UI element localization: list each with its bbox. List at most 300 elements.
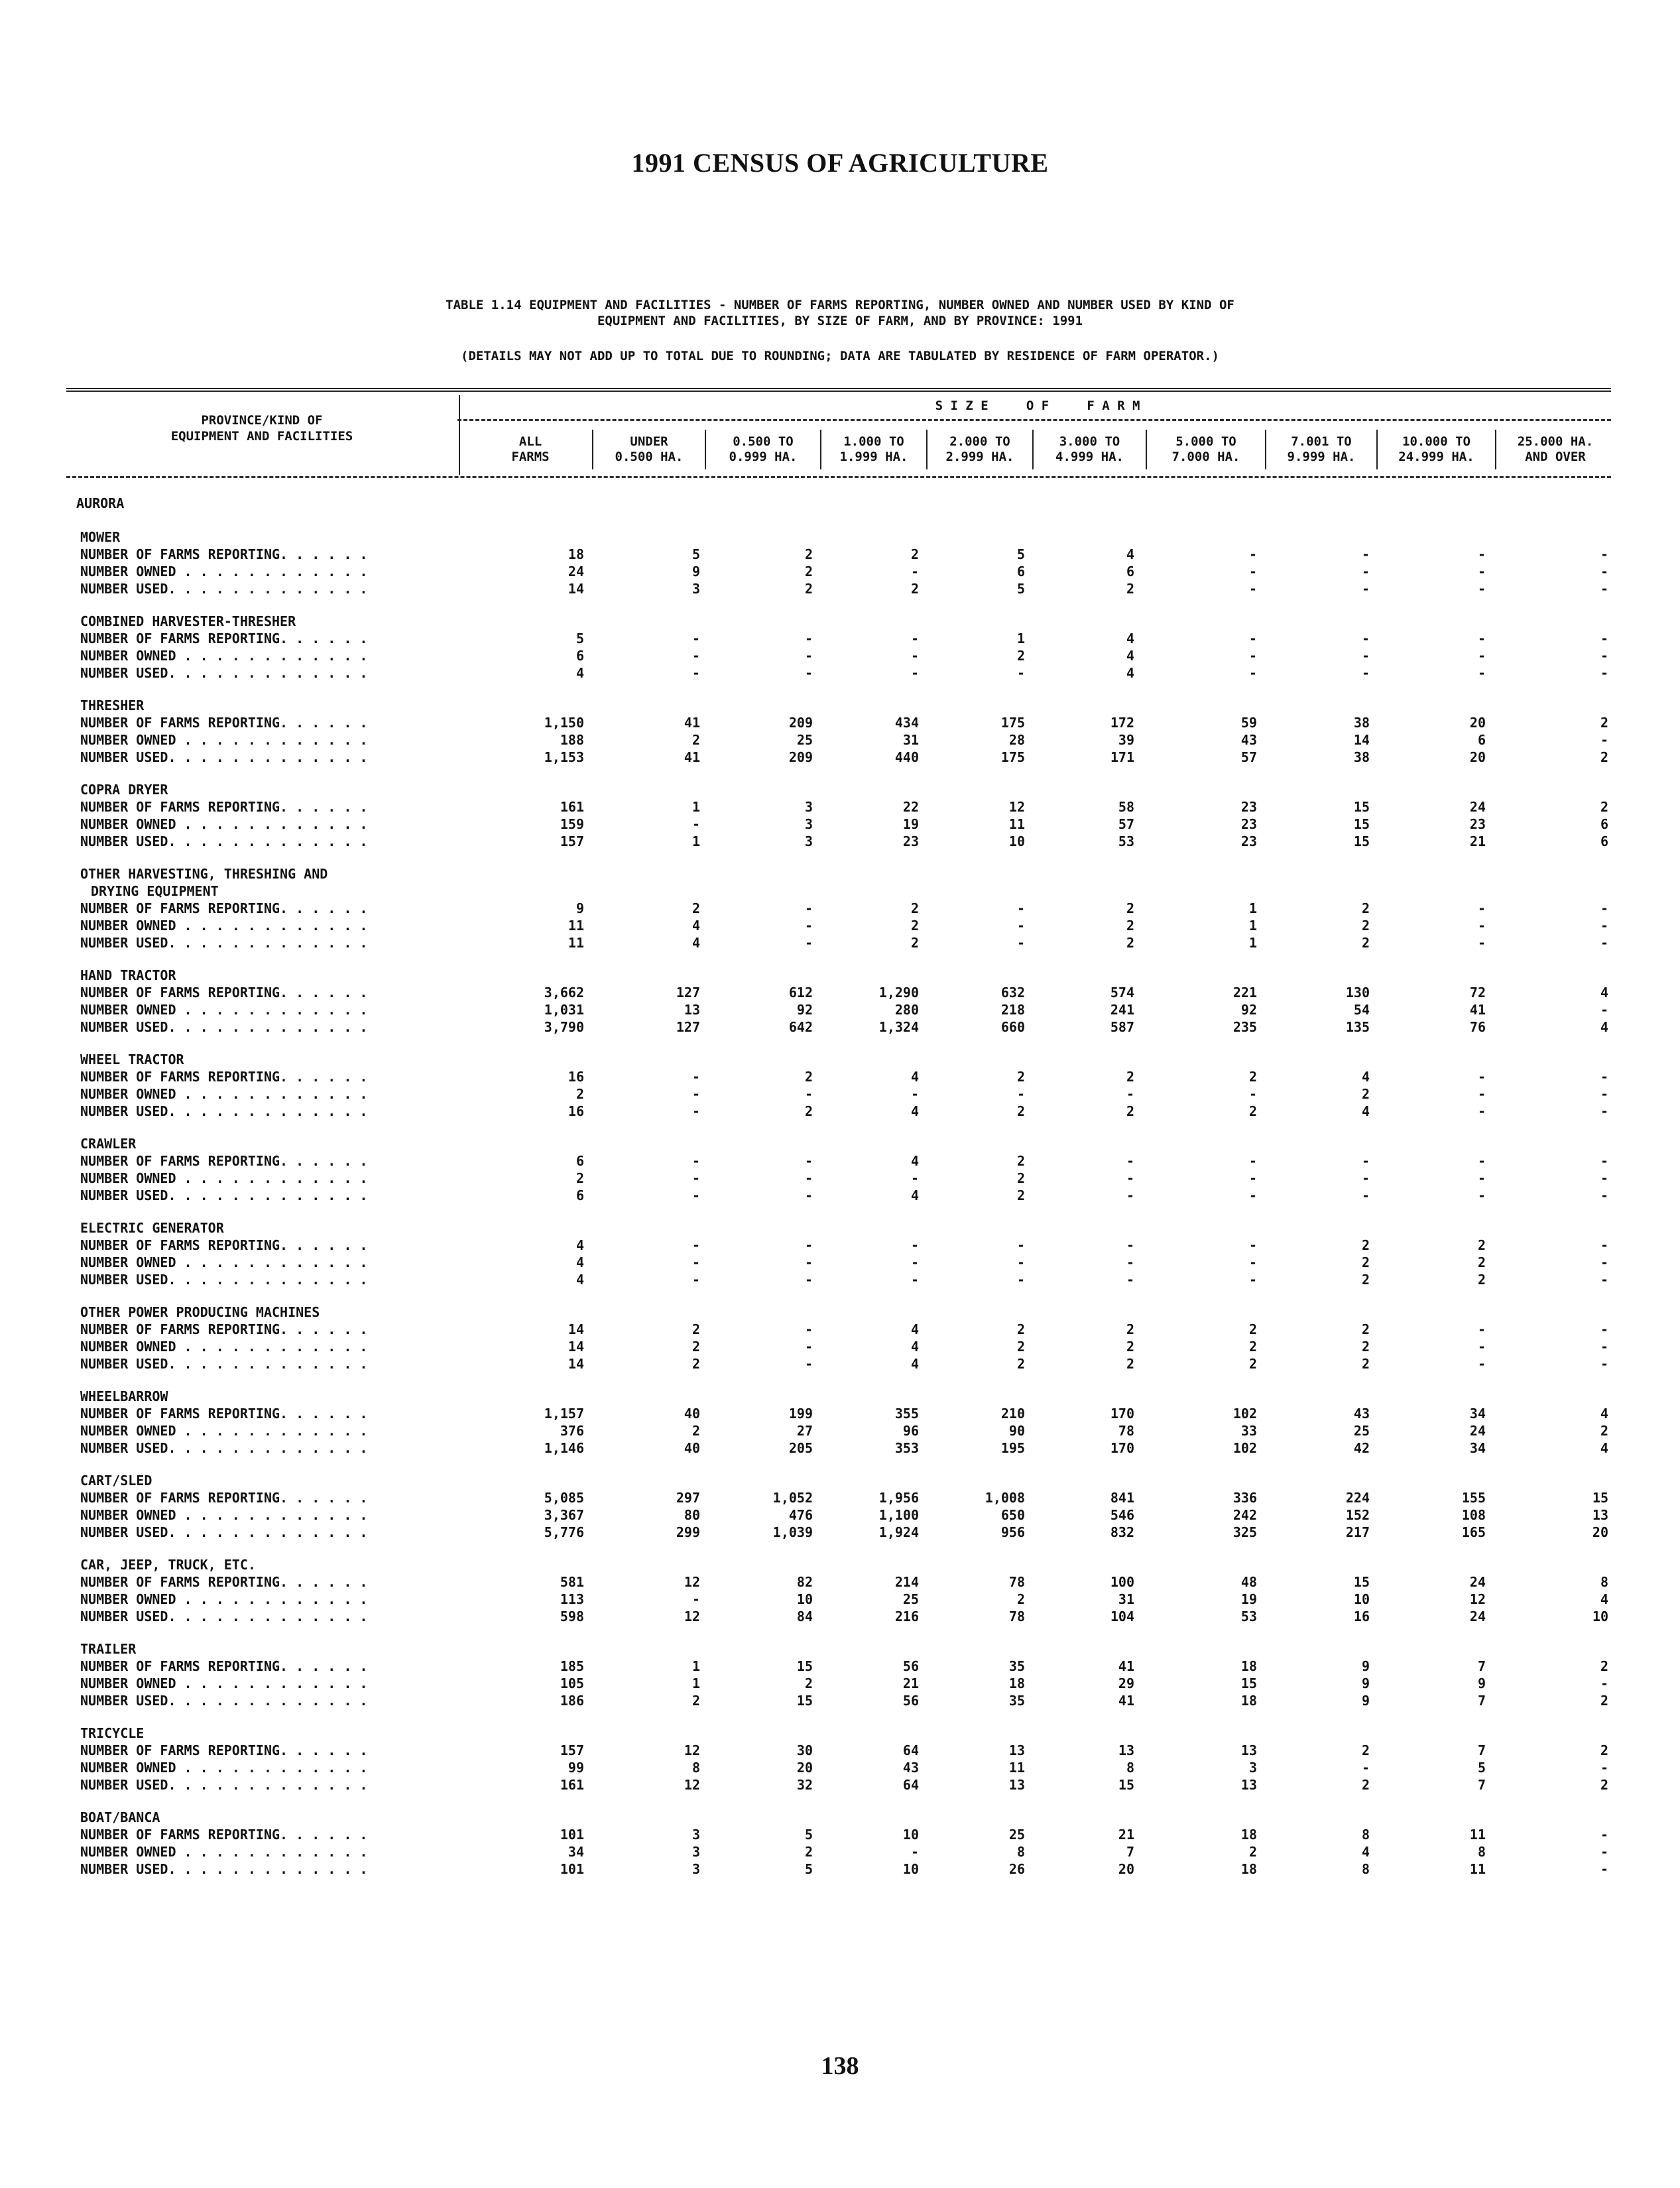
value-cell: 30 bbox=[796, 1742, 813, 1758]
value-cell: - bbox=[804, 1254, 813, 1270]
equipment-heading-row bbox=[76, 882, 1608, 900]
value-cell: 11 bbox=[1008, 1760, 1025, 1776]
value-cell: 4 bbox=[575, 1254, 584, 1270]
value-cell: 161 bbox=[560, 799, 584, 815]
value-cell: - bbox=[1600, 1339, 1608, 1355]
value-cell: 574 bbox=[1110, 985, 1134, 1001]
value-cell: 4 bbox=[910, 1187, 919, 1203]
value-cell: - bbox=[1600, 581, 1608, 597]
spacer-row bbox=[76, 1204, 1608, 1219]
value-cell: 188 bbox=[560, 732, 584, 748]
value-cell: - bbox=[1600, 665, 1608, 681]
value-cell: 159 bbox=[560, 816, 584, 832]
value-cell: 216 bbox=[894, 1609, 919, 1624]
value-cell: 7 bbox=[1477, 1658, 1486, 1674]
value-cell: - bbox=[1016, 1272, 1025, 1288]
value-cell: - bbox=[804, 665, 813, 681]
value-cell: 41 bbox=[684, 749, 700, 765]
value-cell: 8 bbox=[1361, 1827, 1370, 1843]
spacer-row bbox=[76, 1120, 1608, 1135]
value-cell: 297 bbox=[676, 1490, 700, 1506]
value-cell: - bbox=[910, 648, 919, 664]
row-label: NUMBER USED. . . . . . . . . . . . . bbox=[80, 1777, 368, 1793]
value-cell: 4 bbox=[575, 1272, 584, 1288]
value-cell: 9 bbox=[1361, 1693, 1370, 1709]
value-cell: - bbox=[1126, 1272, 1134, 1288]
row-label: NUMBER USED. . . . . . . . . . . . . bbox=[80, 1272, 368, 1288]
value-cell: 8 bbox=[1126, 1760, 1134, 1776]
value-cell: - bbox=[691, 816, 700, 832]
value-cell: - bbox=[1016, 1086, 1025, 1102]
table-row bbox=[76, 630, 1608, 647]
value-cell: 2 bbox=[1016, 1103, 1025, 1119]
col-header-25000-over: 25.000 HA. AND OVER bbox=[1517, 434, 1594, 464]
value-cell: 64 bbox=[902, 1777, 919, 1793]
value-cell: 20 bbox=[1592, 1524, 1608, 1540]
value-cell: 632 bbox=[1000, 985, 1025, 1001]
equipment-name: CAR, JEEP, TRUCK, ETC. bbox=[80, 1557, 256, 1573]
stub-header: PROVINCE/KIND OF EQUIPMENT AND FACILITIES bbox=[170, 413, 353, 444]
value-cell: - bbox=[1248, 564, 1257, 579]
value-cell: 13 bbox=[1118, 1742, 1134, 1758]
value-cell: 1 bbox=[1248, 918, 1257, 934]
value-cell: 25 bbox=[902, 1591, 919, 1607]
value-cell: 4 bbox=[1600, 1019, 1608, 1035]
equipment-heading-row bbox=[76, 1556, 1608, 1573]
value-cell: 2 bbox=[1361, 900, 1370, 916]
value-cell: - bbox=[804, 1339, 813, 1355]
table-row bbox=[76, 798, 1608, 816]
value-cell: 1,924 bbox=[878, 1524, 919, 1540]
value-cell: 2 bbox=[691, 1356, 700, 1372]
equipment-name: COPRA DRYER bbox=[80, 782, 168, 798]
value-cell: 15 bbox=[1118, 1777, 1134, 1793]
value-cell: 6 bbox=[575, 648, 584, 664]
table-row bbox=[76, 1742, 1608, 1759]
value-cell: 19 bbox=[902, 816, 919, 832]
page-number: 138 bbox=[821, 2052, 859, 2080]
value-cell: 12 bbox=[684, 1609, 700, 1624]
value-cell: 2 bbox=[1361, 1086, 1370, 1102]
value-cell: 175 bbox=[1000, 749, 1025, 765]
value-cell: - bbox=[1477, 1103, 1486, 1119]
value-cell: 2 bbox=[1600, 749, 1608, 765]
value-cell: - bbox=[804, 631, 813, 646]
value-cell: - bbox=[910, 631, 919, 646]
value-cell: 57 bbox=[1118, 816, 1134, 832]
value-cell: - bbox=[910, 1254, 919, 1270]
col-header-2000-2999: 2.000 TO 2.999 HA. bbox=[945, 434, 1014, 464]
value-cell: 56 bbox=[902, 1693, 919, 1709]
row-label: NUMBER OF FARMS REPORTING. . . . . . bbox=[80, 1574, 368, 1590]
value-cell: - bbox=[1016, 665, 1025, 681]
value-cell: 7 bbox=[1126, 1844, 1134, 1860]
value-cell: 5 bbox=[804, 1861, 813, 1877]
row-label: NUMBER USED. . . . . . . . . . . . . bbox=[80, 1693, 368, 1709]
value-cell: 34 bbox=[1469, 1440, 1486, 1456]
value-cell: 3 bbox=[691, 1861, 700, 1877]
row-label: NUMBER OF FARMS REPORTING. . . . . . bbox=[80, 1069, 368, 1085]
value-cell: 2 bbox=[575, 1170, 584, 1186]
equipment-name: CART/SLED bbox=[80, 1473, 152, 1489]
value-cell: 34 bbox=[568, 1844, 584, 1860]
value-cell: 13 bbox=[1008, 1742, 1025, 1758]
value-cell: - bbox=[1361, 581, 1370, 597]
value-cell: - bbox=[1248, 1254, 1257, 1270]
value-cell: 376 bbox=[560, 1423, 584, 1439]
value-cell: - bbox=[1248, 1237, 1257, 1253]
value-cell: 2 bbox=[691, 732, 700, 748]
value-cell: - bbox=[1600, 732, 1608, 748]
value-cell: 2 bbox=[1361, 935, 1370, 951]
value-cell: 3 bbox=[691, 1827, 700, 1843]
value-cell: 39 bbox=[1118, 732, 1134, 748]
value-cell: 3 bbox=[691, 1844, 700, 1860]
equipment-table bbox=[76, 495, 1608, 1878]
equipment-name: BOAT/BANCA bbox=[80, 1809, 160, 1825]
row-label: NUMBER OF FARMS REPORTING. . . . . . bbox=[80, 1153, 368, 1169]
value-cell: 12 bbox=[1008, 799, 1025, 815]
value-cell: 15 bbox=[1592, 1490, 1608, 1506]
stub-divider bbox=[459, 395, 460, 475]
value-cell: 35 bbox=[1008, 1693, 1025, 1709]
table-row bbox=[76, 1355, 1608, 1372]
value-cell: - bbox=[804, 1086, 813, 1102]
col-header-under-0500: UNDER 0.500 HA. bbox=[615, 434, 684, 464]
value-cell: - bbox=[804, 1153, 813, 1169]
value-cell: 157 bbox=[560, 833, 584, 849]
value-cell: 2 bbox=[1016, 1170, 1025, 1186]
value-cell: - bbox=[1361, 546, 1370, 562]
value-cell: 90 bbox=[1008, 1423, 1025, 1439]
equipment-name: TRICYCLE bbox=[80, 1725, 145, 1741]
value-cell: - bbox=[1600, 1237, 1608, 1253]
value-cell: 35 bbox=[1008, 1658, 1025, 1674]
value-cell: - bbox=[1600, 564, 1608, 579]
value-cell: 2 bbox=[1361, 1237, 1370, 1253]
value-cell: 241 bbox=[1110, 1002, 1134, 1018]
value-cell: 13 bbox=[1592, 1507, 1608, 1523]
value-cell: - bbox=[1600, 1827, 1608, 1843]
value-cell: 336 bbox=[1232, 1490, 1257, 1506]
value-cell: 76 bbox=[1469, 1019, 1486, 1035]
value-cell: 440 bbox=[894, 749, 919, 765]
spacer-row bbox=[76, 1036, 1608, 1051]
value-cell: 11 bbox=[568, 918, 584, 934]
equipment-heading-row bbox=[76, 1051, 1608, 1068]
value-cell: 24 bbox=[1469, 799, 1486, 815]
value-cell: - bbox=[1600, 1086, 1608, 1102]
row-label: NUMBER USED. . . . . . . . . . . . . bbox=[80, 749, 368, 765]
value-cell: 171 bbox=[1110, 749, 1134, 765]
value-cell: - bbox=[1361, 1187, 1370, 1203]
province-name: AURORA bbox=[76, 495, 125, 511]
spacer-cell bbox=[76, 597, 1608, 613]
col-header-0500-0999: 0.500 TO 0.999 HA. bbox=[729, 434, 798, 464]
equipment-heading-row bbox=[76, 1219, 1608, 1237]
value-cell: - bbox=[1016, 935, 1025, 951]
equipment-heading-row bbox=[76, 697, 1608, 714]
value-cell: 102 bbox=[1232, 1406, 1257, 1422]
value-cell: 9 bbox=[575, 900, 584, 916]
value-cell: - bbox=[1126, 1187, 1134, 1203]
value-cell: 10 bbox=[1008, 833, 1025, 849]
value-cell: - bbox=[1126, 1170, 1134, 1186]
value-cell: - bbox=[1600, 1675, 1608, 1691]
value-cell: 27 bbox=[796, 1423, 813, 1439]
value-cell: 214 bbox=[894, 1574, 919, 1590]
table-row bbox=[76, 917, 1608, 934]
value-cell: - bbox=[1477, 1187, 1486, 1203]
value-cell: 105 bbox=[560, 1675, 584, 1691]
value-cell: - bbox=[1477, 1356, 1486, 1372]
value-cell: 11 bbox=[568, 935, 584, 951]
value-cell: - bbox=[1477, 1069, 1486, 1085]
col-header-all-farms: ALL FARMS bbox=[511, 434, 550, 464]
value-cell: - bbox=[1016, 900, 1025, 916]
value-cell: - bbox=[1361, 1170, 1370, 1186]
row-label: NUMBER USED. . . . . . . . . . . . . bbox=[80, 665, 368, 681]
value-cell: 18 bbox=[568, 546, 584, 562]
value-cell: - bbox=[691, 1254, 700, 1270]
value-cell: 832 bbox=[1110, 1524, 1134, 1540]
spacer-cell bbox=[76, 1541, 1608, 1556]
value-cell: 598 bbox=[560, 1609, 584, 1624]
value-cell: 4 bbox=[1361, 1103, 1370, 1119]
value-cell: 9 bbox=[1361, 1658, 1370, 1674]
value-cell: 9 bbox=[691, 564, 700, 579]
value-cell: 3 bbox=[804, 833, 813, 849]
value-cell: 660 bbox=[1000, 1019, 1025, 1035]
value-cell: 353 bbox=[894, 1440, 919, 1456]
value-cell: 2 bbox=[1361, 918, 1370, 934]
value-cell: - bbox=[1248, 1272, 1257, 1288]
equipment-heading-row bbox=[76, 1304, 1608, 1321]
value-cell: - bbox=[1600, 631, 1608, 646]
spacer-row bbox=[76, 1457, 1608, 1472]
value-cell: 56 bbox=[902, 1658, 919, 1674]
value-cell: 8 bbox=[1477, 1844, 1486, 1860]
value-cell: - bbox=[910, 1086, 919, 1102]
row-label: NUMBER OWNED . . . . . . . . . . . . bbox=[80, 1760, 368, 1776]
table-row bbox=[76, 1068, 1608, 1085]
equipment-name: OTHER HARVESTING, THRESHING AND bbox=[80, 866, 328, 882]
value-cell: 6 bbox=[575, 1153, 584, 1169]
value-cell: 2 bbox=[1248, 1321, 1257, 1337]
value-cell: 20 bbox=[1469, 749, 1486, 765]
equipment-heading-row bbox=[76, 1640, 1608, 1658]
table-row bbox=[76, 749, 1608, 766]
value-cell: 217 bbox=[1345, 1524, 1370, 1540]
value-cell: 161 bbox=[560, 1777, 584, 1793]
value-cell: - bbox=[910, 1237, 919, 1253]
value-cell: 4 bbox=[1126, 665, 1134, 681]
value-cell: 13 bbox=[1240, 1742, 1257, 1758]
value-cell: 82 bbox=[796, 1574, 813, 1590]
row-label: NUMBER USED. . . . . . . . . . . . . bbox=[80, 1356, 368, 1372]
value-cell: - bbox=[1600, 1103, 1608, 1119]
table-row bbox=[76, 1524, 1608, 1541]
value-cell: - bbox=[1248, 546, 1257, 562]
value-cell: 101 bbox=[560, 1861, 584, 1877]
value-cell: 41 bbox=[1118, 1693, 1134, 1709]
value-cell: 2 bbox=[1126, 581, 1134, 597]
value-cell: - bbox=[804, 935, 813, 951]
value-cell: 25 bbox=[796, 732, 813, 748]
value-cell: 4 bbox=[1600, 1406, 1608, 1422]
value-cell: - bbox=[1126, 1254, 1134, 1270]
value-cell: - bbox=[1361, 665, 1370, 681]
page-title: 1991 CENSUS OF AGRICULTURE bbox=[631, 148, 1049, 178]
row-label: NUMBER OWNED . . . . . . . . . . . . bbox=[80, 648, 368, 664]
value-cell: 2 bbox=[1600, 799, 1608, 815]
value-cell: 186 bbox=[560, 1693, 584, 1709]
row-label: NUMBER USED. . . . . . . . . . . . . bbox=[80, 1103, 368, 1119]
equipment-heading-row bbox=[76, 528, 1608, 546]
table-row bbox=[76, 1591, 1608, 1608]
value-cell: 43 bbox=[902, 1760, 919, 1776]
value-cell: 199 bbox=[788, 1406, 813, 1422]
value-cell: - bbox=[691, 1086, 700, 1102]
value-cell: - bbox=[1600, 546, 1608, 562]
value-cell: 2 bbox=[910, 581, 919, 597]
value-cell: 2 bbox=[691, 900, 700, 916]
spacer-row bbox=[76, 1625, 1608, 1640]
table-row bbox=[76, 1506, 1608, 1524]
table-row bbox=[76, 1422, 1608, 1439]
row-label: NUMBER OWNED . . . . . . . . . . . . bbox=[80, 1591, 368, 1607]
equipment-heading-row bbox=[76, 1135, 1608, 1152]
row-label: NUMBER USED. . . . . . . . . . . . . bbox=[80, 935, 368, 951]
value-cell: - bbox=[1477, 918, 1486, 934]
value-cell: 956 bbox=[1000, 1524, 1025, 1540]
value-cell: 4 bbox=[910, 1069, 919, 1085]
table-row bbox=[76, 1860, 1608, 1878]
value-cell: 2 bbox=[691, 1339, 700, 1355]
value-cell: - bbox=[1477, 935, 1486, 951]
value-cell: - bbox=[691, 665, 700, 681]
value-cell: - bbox=[910, 1272, 919, 1288]
value-cell: 2 bbox=[1600, 1423, 1608, 1439]
value-cell: 4 bbox=[1126, 631, 1134, 646]
row-label: NUMBER OWNED . . . . . . . . . . . . bbox=[80, 1507, 368, 1523]
spacer-cell bbox=[76, 1036, 1608, 1051]
value-cell: 3 bbox=[804, 799, 813, 815]
value-cell: 15 bbox=[1240, 1675, 1257, 1691]
value-cell: 29 bbox=[1118, 1675, 1134, 1691]
value-cell: - bbox=[1361, 648, 1370, 664]
value-cell: 7 bbox=[1477, 1777, 1486, 1793]
value-cell: 18 bbox=[1240, 1693, 1257, 1709]
value-cell: - bbox=[1600, 1153, 1608, 1169]
value-cell: 1,052 bbox=[772, 1490, 813, 1506]
value-cell: 3 bbox=[691, 581, 700, 597]
value-cell: 2 bbox=[1361, 1272, 1370, 1288]
table-row bbox=[76, 1170, 1608, 1187]
value-cell: 2 bbox=[1477, 1237, 1486, 1253]
value-cell: 23 bbox=[1240, 816, 1257, 832]
value-cell: 3 bbox=[804, 816, 813, 832]
equipment-heading-row bbox=[76, 1809, 1608, 1826]
value-cell: 170 bbox=[1110, 1406, 1134, 1422]
size-of-farm-rule bbox=[457, 419, 1611, 421]
value-cell: 53 bbox=[1240, 1609, 1257, 1624]
value-cell: - bbox=[1600, 1002, 1608, 1018]
value-cell: 5 bbox=[804, 1827, 813, 1843]
value-cell: 2 bbox=[1248, 1356, 1257, 1372]
value-cell: - bbox=[1016, 918, 1025, 934]
value-cell: 18 bbox=[1240, 1861, 1257, 1877]
spacer-row bbox=[76, 1793, 1608, 1809]
table-row bbox=[76, 1573, 1608, 1591]
value-cell: 2 bbox=[804, 564, 813, 579]
value-cell: 8 bbox=[1361, 1861, 1370, 1877]
value-cell: 80 bbox=[684, 1507, 700, 1523]
equipment-name: OTHER POWER PRODUCING MACHINES bbox=[80, 1304, 320, 1320]
row-label: NUMBER OF FARMS REPORTING. . . . . . bbox=[80, 631, 368, 646]
value-cell: - bbox=[804, 648, 813, 664]
value-cell: 15 bbox=[1353, 799, 1370, 815]
value-cell: - bbox=[804, 1272, 813, 1288]
value-cell: 5 bbox=[1477, 1760, 1486, 1776]
table-row bbox=[76, 1843, 1608, 1860]
row-label: NUMBER USED. . . . . . . . . . . . . bbox=[80, 1524, 368, 1540]
value-cell: - bbox=[1126, 1237, 1134, 1253]
table-row bbox=[76, 714, 1608, 731]
value-cell: 113 bbox=[560, 1591, 584, 1607]
value-cell: 13 bbox=[1008, 1777, 1025, 1793]
spacer-cell bbox=[76, 951, 1608, 967]
value-cell: 195 bbox=[1000, 1440, 1025, 1456]
header-bottom-rule bbox=[66, 476, 1611, 478]
row-label: NUMBER OF FARMS REPORTING. . . . . . bbox=[80, 900, 368, 916]
value-cell: 1 bbox=[691, 1675, 700, 1691]
spacer-cell bbox=[76, 1793, 1608, 1809]
value-cell: 1 bbox=[691, 833, 700, 849]
value-cell: 78 bbox=[1118, 1423, 1134, 1439]
value-cell: 1,039 bbox=[772, 1524, 813, 1540]
value-cell: - bbox=[1600, 648, 1608, 664]
value-cell: 1 bbox=[1248, 900, 1257, 916]
equipment-heading-row bbox=[76, 1472, 1608, 1489]
spacer-row bbox=[76, 1288, 1608, 1304]
col-header-3000-4999: 3.000 TO 4.999 HA. bbox=[1055, 434, 1124, 464]
col-header-10000-24999: 10.000 TO 24.999 HA. bbox=[1398, 434, 1474, 464]
value-cell: 587 bbox=[1110, 1019, 1134, 1035]
spacer-row bbox=[76, 1709, 1608, 1725]
table-row bbox=[76, 1321, 1608, 1338]
value-cell: 1,008 bbox=[985, 1490, 1025, 1506]
equipment-name: COMBINED HARVESTER-THRESHER bbox=[80, 613, 296, 629]
equipment-name: THRESHER bbox=[80, 698, 145, 713]
value-cell: 2 bbox=[1600, 1742, 1608, 1758]
table-row bbox=[76, 900, 1608, 917]
col-header-1000-1999: 1.000 TO 1.999 HA. bbox=[839, 434, 908, 464]
table-row bbox=[76, 1439, 1608, 1457]
value-cell: 4 bbox=[910, 1321, 919, 1337]
value-cell: - bbox=[691, 631, 700, 646]
value-cell: 209 bbox=[788, 715, 813, 731]
value-cell: 4 bbox=[910, 1339, 919, 1355]
value-cell: 28 bbox=[1008, 732, 1025, 748]
value-cell: 2 bbox=[1248, 1069, 1257, 1085]
value-cell: 20 bbox=[796, 1760, 813, 1776]
value-cell: 24 bbox=[1469, 1609, 1486, 1624]
value-cell: - bbox=[1126, 1086, 1134, 1102]
value-cell: 78 bbox=[1008, 1574, 1025, 1590]
value-cell: 78 bbox=[1008, 1609, 1025, 1624]
value-cell: 6 bbox=[1126, 564, 1134, 579]
